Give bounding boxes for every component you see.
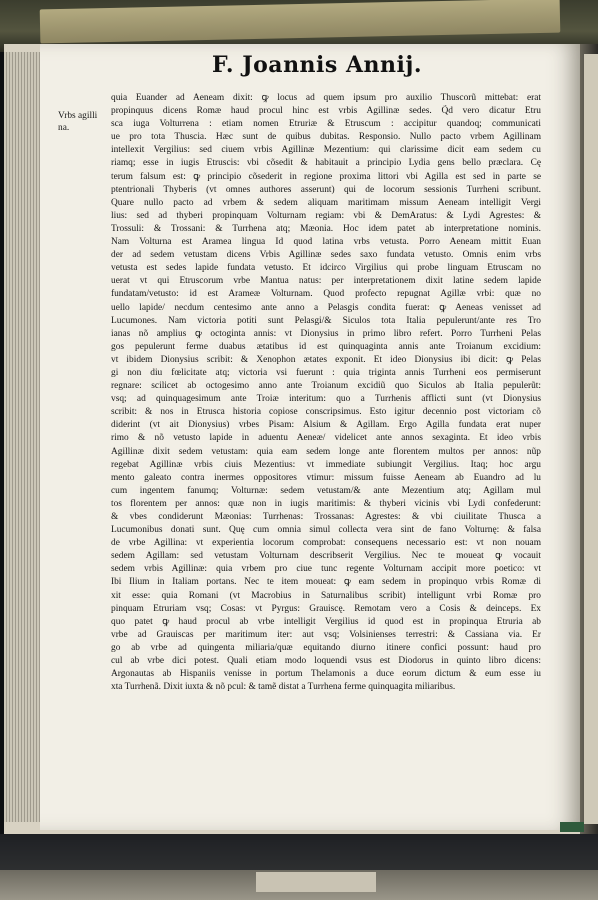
text-line: riamq; esse in iugis Etruscis: vbi cõsedit & habitauit a principio Lydia gens bello præclara. Cę: [111, 158, 541, 169]
text-line: ianas nõ amplius ꝙ octoginta annis: vt Dionysius in primo libro refert. Porro Turrheni Pelas: [111, 328, 541, 339]
text-line: regnare: scilicet ab octogesimo anno ante Troianum excidiũ quo Siculos ab Italia pepulerũt:: [111, 381, 541, 392]
text-line: Nam Volturna est Aramea lingua Id quod latina vrbs vetusta. Porro Aeneam mittit Euan: [111, 237, 541, 248]
text-line: tos florentem per annos: quæ non in iugis maritimis: & thyberi vicinis vbi Lydi confederunt:: [111, 498, 541, 509]
right-page-edge: [584, 54, 598, 824]
green-tab: [560, 822, 584, 832]
marginal-note-line: Vrbs agilli: [58, 111, 98, 121]
text-line: de vrbe Agillina: vt experientia locorum comprobat: consequens necessario est: vt non nouam: [111, 538, 541, 549]
text-line: uello lapide/ necdum centesimo ante anno a Pelasgis condita fuerat: ꝙ Aeneas venisset ad: [111, 302, 541, 313]
text-line: Agillinæ dixit sedem vetustam: quia eam sedem longe ante florentem multos per annos: nũp: [111, 446, 541, 457]
text-line: & vbes condiderunt Mæonias: Turrhenas: Trossanas: Agrestes: & vbi ciuilitate Thusca a: [111, 512, 541, 522]
text-line: scribit: & nos in Etrusca historia copiose conscripsimus. Esto igitur decennio post victoriam cõ: [111, 407, 541, 418]
measuring-ruler: [40, 0, 561, 43]
text-line: sedem vrbis Agillinæ: quia vrbem pro ciue tunc regente Volturnam accipit more poetico: vt: [111, 564, 541, 575]
text-line: quia Euander ad Aeneam dixit: ꝙ locus ad quem ipsum pro auxilio Thuscorũ mittebat: erat: [111, 93, 541, 103]
text-line: uerat vt qui Etruscorum vrbe Mantua natus: per interpretationem dixit latine sedem lapide: [111, 276, 541, 287]
text-line: terum falsum est: ꝙ principio cõsederit in regione proxima littori vbi Agilla est sed in parte se: [111, 171, 541, 182]
text-line: vt ibidem Dionysius scribit: & Xenophon ætates exponit. Et ideo Dionysius ibi dicit: ꝙ Pelas: [111, 354, 541, 365]
text-line: ue pro tota Thuscia. Hæc sunt de quibus dubitas. Responsio. Nullo pacto vrbem Agillinam: [111, 132, 541, 143]
text-line: propinquus dicens Romæ haud procul hinc est vrbis Agillinæ sedes. Q̃d vero dicatur Etru: [111, 106, 541, 117]
text-line: Trossuli: & Trossani: & Turrhena atq; Mæonia. Hoc idem patet ab interpretatione nominis.: [111, 223, 541, 234]
text-line: Lucumonibus donati sunt. Quę cum omnia simul collecta vera sint de fano Volturnę: & falsa: [111, 525, 541, 536]
text-line: regebat Agillinæ vrbis ciuis Mezentius: vt immediate subiungit Vergilius. Itaq; hoc argu: [111, 459, 541, 470]
page-edges: [4, 52, 40, 822]
text-line: Quare nullo pacto ad vrbem & sedem aliquam maritimam missum Aeneam intelligit Vergi: [111, 197, 541, 208]
text-line: diderint (vt ait Dionysius) vrbes Pisam: Alsium & Agillam. Ergo Agilla fundata erat nuper: [111, 420, 541, 431]
text-line: fundatam/vetusto: id est Arameæ Volturnam. Quod profecto repugnat Agillæ vrbi: quæ no: [111, 289, 541, 300]
text-line: vetusta est sedes lapide fundata vetusto. Et idcirco Virgilius qui probe linguam Etruscam no: [111, 263, 541, 274]
text-line: cul ab vrbe dici potest. Quali etiam modo loquendi vsus est Diodorus in quinto libro dicens:: [111, 656, 541, 667]
text-line: intellexit Vergilius: sed ciuem vrbis Agillinæ Mezentium: qui clarissime dicit eam sedem cu: [111, 145, 541, 156]
text-line: Argonautas ab Hispaniis venisse in portum Thelamonis a duce eorum dictum & eum esse iu: [111, 669, 541, 680]
text-line: mento galeato contra inermes oppositores vtimur: missum fuisse Aeneam ab Euandro ad lu: [111, 472, 541, 483]
text-line: lius: sed ad thyberi propinquam Volturnam regiam: vbi & DemAratus: & Lydi Agrestes: &: [111, 210, 541, 221]
running-header: F. Joannis Annij.: [212, 52, 422, 78]
text-line: xit esse: quia Romani (vt Macrobius in Saturnalibus scribit) intelligunt vrbi Romæ pro: [111, 590, 541, 601]
body-text: [111, 92, 541, 694]
text-line: rimo & nõ vetusto lapide in aduentu Aeneæ/ videlicet ante annos sexaginta. Et ideo vrbis: [111, 433, 541, 444]
text-line: cum ingentem fanumq; Volturnæ: sedem vetustam/& ante Mezentium atq; Agillam mul: [111, 485, 541, 496]
text-line: sca iuga Volturrena : etiam nomen Etruriæ & Etruscum : accipitur quandoq; communicati: [111, 119, 541, 130]
text-line: vsq; ad quinquagesimum ante Troiæ interitum: quo a Turrhenis afflicti sunt (vt Dionysius: [111, 394, 541, 405]
marginal-note-line: na.: [58, 123, 70, 133]
text-line: gi non diu fœlicitate atq; victoria vsi fuerunt : quia triginta annis Turrheni eos permiserunt: [111, 367, 541, 378]
text-line: quo patet ꝙ haud procul ab vrbe intelligit Vergilius id quod est in propinqua Etruria ab: [111, 616, 541, 627]
text-line: vrbe ad Grauiscas per maritimum iter: aut vsq; Volsinienses terrestri: & Cassiana via. Er: [111, 629, 541, 640]
text-line: Ibi Ilium in Italiam portans. Nec te item moueat: ꝙ eam sedem in propinquo vrbis Romæ di: [111, 577, 541, 588]
text-line: gos pepulerunt ferme duabus ætatibus id est quinquaginta annis ante Troianum excidium:: [111, 341, 541, 352]
text-line: pinquam Etruriam vsq; Cosas: vt Pyrgus: Grauiscę. Remotam vero a Cosis & deinceps. Ex: [111, 603, 541, 614]
text-line: ptentrionali Thyberis (vt omnes authores asserunt) qui de locorum sessionis Turrheni scribunt.: [111, 184, 541, 195]
marginal-note: [58, 110, 98, 134]
text-line: der ad sedem vetustam dicens Vrbis Agillinæ sedes saxo fundata vetusto. Omnis enim vrbs: [111, 250, 541, 261]
text-line: xta Turrhenã. Dixit iuxta & nõ pcul: & tamẽ distat a Turrhena ferme quinquagita miliaribus.: [111, 682, 456, 693]
text-line: sedem Agillam: sed vetustam Volturnam describserit Vergilius. Nec te moueat ꝙ vocauit: [111, 551, 541, 562]
text-line: Lucumones. Nam victoria potiti sunt Pelasgi/& Siculos tota Italia pepulerunt/ante res Tro: [111, 315, 541, 326]
lower-label: [256, 872, 376, 892]
text-line: go ab vrbe ad quingenta miliaria/quæ equitando diurno itinere confici possunt: haud pro: [111, 642, 541, 653]
